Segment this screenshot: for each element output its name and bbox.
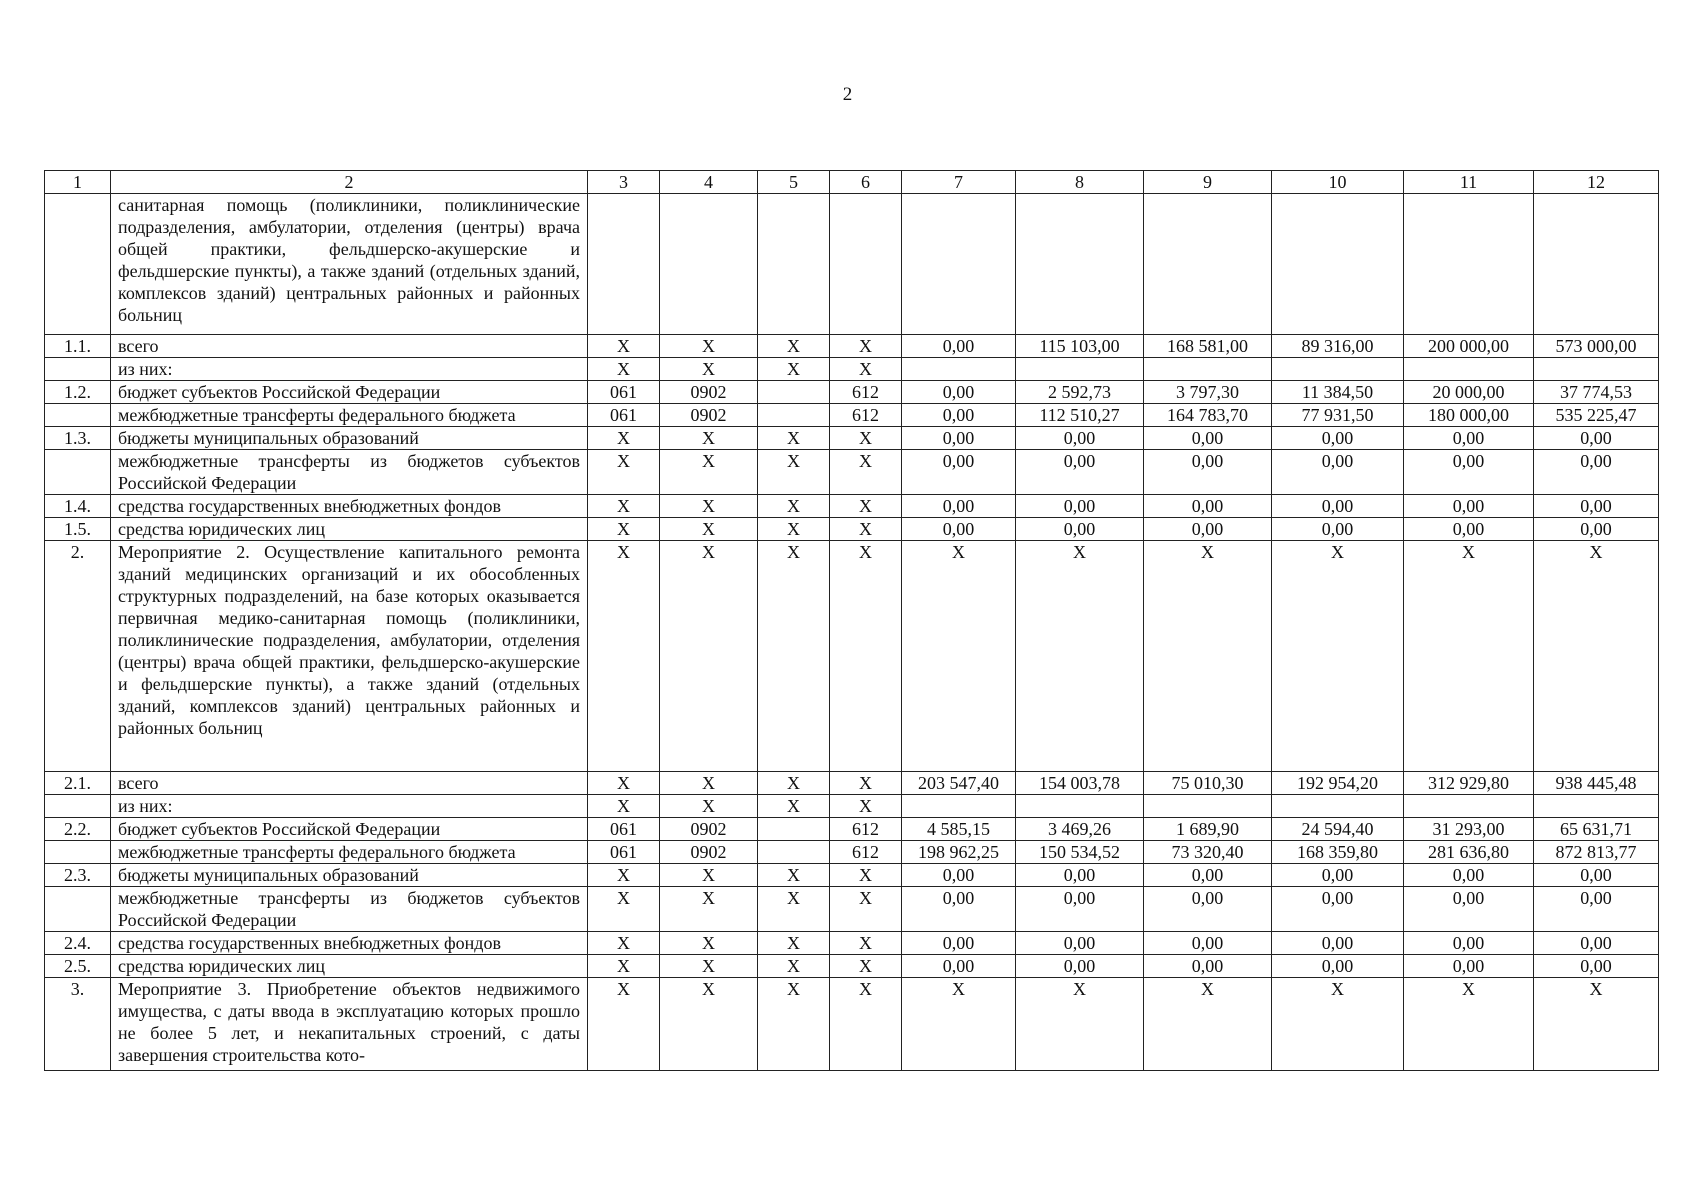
value-cell: 0,00 <box>1534 887 1659 932</box>
value-cell: Х <box>660 864 758 887</box>
value-cell: 0902 <box>660 381 758 404</box>
value-cell: Х <box>1272 541 1404 772</box>
value-cell: Х <box>758 795 830 818</box>
value-cell: Х <box>588 518 660 541</box>
value-cell <box>1534 795 1659 818</box>
value-cell: Х <box>830 955 902 978</box>
table-row <box>45 518 1659 541</box>
value-cell: Х <box>758 772 830 795</box>
value-cell <box>1016 795 1144 818</box>
value-cell: 37 774,53 <box>1534 381 1659 404</box>
value-cell: 061 <box>588 818 660 841</box>
table-row <box>45 795 1659 818</box>
value-cell: 0,00 <box>1016 955 1144 978</box>
description-cell: из них: <box>111 358 588 381</box>
value-cell: 0,00 <box>1534 518 1659 541</box>
value-cell: Х <box>830 450 902 495</box>
column-number: 9 <box>1144 171 1272 194</box>
value-cell: Х <box>660 887 758 932</box>
value-cell: Х <box>830 772 902 795</box>
value-cell: 1 689,90 <box>1144 818 1272 841</box>
value-cell: Х <box>758 932 830 955</box>
value-cell: Х <box>902 978 1016 1071</box>
value-cell <box>758 194 830 335</box>
table-row <box>45 194 1659 335</box>
value-cell: 612 <box>830 841 902 864</box>
row-number-cell: 2.5. <box>45 955 111 978</box>
value-cell: 75 010,30 <box>1144 772 1272 795</box>
table-row <box>45 358 1659 381</box>
value-cell: 24 594,40 <box>1272 818 1404 841</box>
value-cell: 0902 <box>660 818 758 841</box>
value-cell: 0,00 <box>1404 887 1534 932</box>
value-cell: 0,00 <box>902 932 1016 955</box>
value-cell: Х <box>588 427 660 450</box>
value-cell: Х <box>660 932 758 955</box>
value-cell: 3 469,26 <box>1016 818 1144 841</box>
value-cell <box>1144 358 1272 381</box>
value-cell: 0,00 <box>1016 932 1144 955</box>
value-cell <box>1534 358 1659 381</box>
table-row <box>45 978 1659 1071</box>
value-cell: 31 293,00 <box>1404 818 1534 841</box>
value-cell: Х <box>588 978 660 1071</box>
value-cell: Х <box>830 541 902 772</box>
value-cell: 0,00 <box>1404 932 1534 955</box>
value-cell: 0,00 <box>1144 887 1272 932</box>
value-cell <box>902 795 1016 818</box>
value-cell: 612 <box>830 818 902 841</box>
description-cell: бюджеты муниципальных образований <box>111 427 588 450</box>
value-cell: 0,00 <box>1404 450 1534 495</box>
value-cell: 164 783,70 <box>1144 404 1272 427</box>
row-number-cell <box>45 841 111 864</box>
value-cell: Х <box>588 772 660 795</box>
value-cell: 0,00 <box>902 518 1016 541</box>
table-row <box>45 887 1659 932</box>
row-number-cell: 1.5. <box>45 518 111 541</box>
value-cell: Х <box>758 450 830 495</box>
value-cell <box>830 194 902 335</box>
value-cell: Х <box>660 978 758 1071</box>
description-cell: бюджеты муниципальных образований <box>111 864 588 887</box>
value-cell: 112 510,27 <box>1016 404 1144 427</box>
value-cell <box>1144 795 1272 818</box>
value-cell: Х <box>830 795 902 818</box>
value-cell: Х <box>830 518 902 541</box>
value-cell: Х <box>1404 541 1534 772</box>
value-cell: Х <box>758 427 830 450</box>
value-cell: Х <box>660 955 758 978</box>
funding-table <box>44 170 1659 1071</box>
description-cell: средства юридических лиц <box>111 955 588 978</box>
value-cell: 0,00 <box>1016 518 1144 541</box>
row-number-cell: 2.2. <box>45 818 111 841</box>
value-cell: 0,00 <box>1272 427 1404 450</box>
value-cell: 938 445,48 <box>1534 772 1659 795</box>
value-cell: Х <box>830 335 902 358</box>
value-cell: Х <box>588 887 660 932</box>
value-cell <box>758 404 830 427</box>
value-cell: Х <box>830 978 902 1071</box>
description-cell: всего <box>111 772 588 795</box>
table-row <box>45 818 1659 841</box>
value-cell: 0,00 <box>1144 955 1272 978</box>
value-cell <box>758 381 830 404</box>
value-cell: 0,00 <box>1404 495 1534 518</box>
value-cell <box>660 194 758 335</box>
value-cell <box>1016 194 1144 335</box>
value-cell: Х <box>902 541 1016 772</box>
value-cell: Х <box>758 541 830 772</box>
value-cell: 0,00 <box>1016 864 1144 887</box>
value-cell: 0,00 <box>1272 495 1404 518</box>
column-number: 2 <box>111 171 588 194</box>
value-cell: Х <box>758 518 830 541</box>
value-cell <box>1272 358 1404 381</box>
row-number-cell: 1.1. <box>45 335 111 358</box>
value-cell: 0,00 <box>1404 864 1534 887</box>
description-cell: средства государственных внебюджетных фондов <box>111 932 588 955</box>
row-number-cell: 1.2. <box>45 381 111 404</box>
value-cell: Х <box>588 450 660 495</box>
description-cell: межбюджетные трансферты федерального бюджета <box>111 841 588 864</box>
value-cell: Х <box>758 955 830 978</box>
table-row <box>45 495 1659 518</box>
value-cell: Х <box>660 795 758 818</box>
description-cell: Мероприятие 2. Осуществление капитального ремонта зданий медицинских организаций и их обособленных структурных подразделений, на базе которых оказывается первичная медико-санитарная помощь (поликлиники, поликлинические подразделения, амбулатории, отделения (центры) врача общей практики, фельдшерско-акушерские и фельдшерские пункты), а также зданий (отдельных зданий, комплексов зданий) центральных районных и районных больниц <box>111 541 588 772</box>
value-cell: Х <box>758 978 830 1071</box>
value-cell <box>1404 194 1534 335</box>
value-cell: 0,00 <box>1534 427 1659 450</box>
row-number-cell: 2.4. <box>45 932 111 955</box>
value-cell: 0,00 <box>1016 887 1144 932</box>
description-cell: средства государственных внебюджетных фондов <box>111 495 588 518</box>
row-number-cell: 2.1. <box>45 772 111 795</box>
value-cell <box>1404 358 1534 381</box>
value-cell: 0,00 <box>1534 864 1659 887</box>
column-number: 8 <box>1016 171 1144 194</box>
value-cell: Х <box>1144 541 1272 772</box>
value-cell <box>1016 358 1144 381</box>
column-number: 12 <box>1534 171 1659 194</box>
value-cell: 0,00 <box>1534 932 1659 955</box>
value-cell: 0,00 <box>1272 887 1404 932</box>
value-cell: 0,00 <box>902 495 1016 518</box>
value-cell: 0,00 <box>1404 955 1534 978</box>
column-number: 6 <box>830 171 902 194</box>
value-cell: Х <box>1272 978 1404 1071</box>
value-cell: 061 <box>588 404 660 427</box>
column-number: 3 <box>588 171 660 194</box>
description-cell: всего <box>111 335 588 358</box>
value-cell: Х <box>758 335 830 358</box>
value-cell: Х <box>660 335 758 358</box>
description-cell: Мероприятие 3. Приобретение объектов недвижимого имущества, с даты ввода в эксплуатацию которых прошло не более 5 лет, и некапитальных строений, с даты завершения строительства кото- <box>111 978 588 1071</box>
row-number-cell <box>45 887 111 932</box>
value-cell: 573 000,00 <box>1534 335 1659 358</box>
table-row <box>45 404 1659 427</box>
value-cell: 198 962,25 <box>902 841 1016 864</box>
value-cell: 77 931,50 <box>1272 404 1404 427</box>
table-row <box>45 932 1659 955</box>
value-cell <box>1272 795 1404 818</box>
value-cell: 192 954,20 <box>1272 772 1404 795</box>
value-cell: 0,00 <box>1144 932 1272 955</box>
value-cell: Х <box>588 955 660 978</box>
value-cell: Х <box>588 795 660 818</box>
value-cell: Х <box>660 427 758 450</box>
value-cell <box>1144 194 1272 335</box>
value-cell <box>902 194 1016 335</box>
description-cell: бюджет субъектов Российской Федерации <box>111 381 588 404</box>
value-cell: 0902 <box>660 404 758 427</box>
value-cell: 0,00 <box>1144 495 1272 518</box>
table-row <box>45 450 1659 495</box>
row-number-cell: 1.3. <box>45 427 111 450</box>
value-cell: 20 000,00 <box>1404 381 1534 404</box>
value-cell: Х <box>1016 541 1144 772</box>
value-cell: Х <box>588 864 660 887</box>
row-number-cell: 3. <box>45 978 111 1071</box>
value-cell: Х <box>830 358 902 381</box>
description-cell: межбюджетные трансферты из бюджетов субъектов Российской Федерации <box>111 887 588 932</box>
description-cell: бюджет субъектов Российской Федерации <box>111 818 588 841</box>
page-number: 2 <box>842 84 853 105</box>
row-number-cell <box>45 194 111 335</box>
value-cell: 872 813,77 <box>1534 841 1659 864</box>
value-cell: 4 585,15 <box>902 818 1016 841</box>
row-number-cell: 1.4. <box>45 495 111 518</box>
value-cell: 0,00 <box>1272 864 1404 887</box>
value-cell: Х <box>1144 978 1272 1071</box>
table-row <box>45 772 1659 795</box>
value-cell: 154 003,78 <box>1016 772 1144 795</box>
value-cell: 0902 <box>660 841 758 864</box>
value-cell: 0,00 <box>902 381 1016 404</box>
table-row <box>45 841 1659 864</box>
description-cell: межбюджетные трансферты из бюджетов субъектов Российской Федерации <box>111 450 588 495</box>
value-cell: Х <box>830 495 902 518</box>
value-cell: 061 <box>588 381 660 404</box>
value-cell: 0,00 <box>1144 450 1272 495</box>
value-cell: 3 797,30 <box>1144 381 1272 404</box>
value-cell: 0,00 <box>1144 427 1272 450</box>
value-cell <box>902 358 1016 381</box>
value-cell: 0,00 <box>1144 518 1272 541</box>
value-cell: 0,00 <box>902 864 1016 887</box>
value-cell: 89 316,00 <box>1272 335 1404 358</box>
value-cell: 312 929,80 <box>1404 772 1534 795</box>
column-number-row <box>45 171 1659 194</box>
value-cell: 150 534,52 <box>1016 841 1144 864</box>
value-cell: Х <box>830 887 902 932</box>
table-row <box>45 864 1659 887</box>
value-cell: Х <box>1404 978 1534 1071</box>
value-cell: Х <box>588 541 660 772</box>
value-cell: 0,00 <box>1144 864 1272 887</box>
value-cell: 115 103,00 <box>1016 335 1144 358</box>
row-number-cell <box>45 404 111 427</box>
value-cell: 612 <box>830 404 902 427</box>
value-cell: Х <box>588 335 660 358</box>
value-cell: Х <box>830 932 902 955</box>
table-row <box>45 427 1659 450</box>
value-cell: 0,00 <box>902 404 1016 427</box>
table-row <box>45 335 1659 358</box>
value-cell: Х <box>588 495 660 518</box>
description-cell: средства юридических лиц <box>111 518 588 541</box>
column-number: 1 <box>45 171 111 194</box>
value-cell: Х <box>758 358 830 381</box>
value-cell: Х <box>1534 978 1659 1071</box>
value-cell: Х <box>588 932 660 955</box>
description-cell: из них: <box>111 795 588 818</box>
column-number: 5 <box>758 171 830 194</box>
value-cell: 168 359,80 <box>1272 841 1404 864</box>
column-number: 11 <box>1404 171 1534 194</box>
value-cell: 0,00 <box>902 427 1016 450</box>
value-cell: 0,00 <box>1272 955 1404 978</box>
column-number: 7 <box>902 171 1016 194</box>
value-cell: 0,00 <box>902 450 1016 495</box>
value-cell <box>1272 194 1404 335</box>
value-cell: Х <box>660 518 758 541</box>
value-cell: 0,00 <box>1534 955 1659 978</box>
description-cell: санитарная помощь (поликлиники, поликлинические подразделения, амбулатории, отделения (центры) врача общей практики, фельдшерско-акушерские и фельдшерские пункты), а также зданий (отдельных зданий, комплексов зданий) центральных районных и районных больниц <box>111 194 588 335</box>
value-cell: 0,00 <box>1534 450 1659 495</box>
value-cell: 73 320,40 <box>1144 841 1272 864</box>
value-cell: Х <box>1016 978 1144 1071</box>
value-cell <box>588 194 660 335</box>
value-cell: 061 <box>588 841 660 864</box>
value-cell <box>1404 795 1534 818</box>
value-cell: 2 592,73 <box>1016 381 1144 404</box>
value-cell: 200 000,00 <box>1404 335 1534 358</box>
value-cell: 0,00 <box>1272 450 1404 495</box>
value-cell: 535 225,47 <box>1534 404 1659 427</box>
value-cell: Х <box>588 358 660 381</box>
row-number-cell: 2.3. <box>45 864 111 887</box>
value-cell: Х <box>660 450 758 495</box>
value-cell: 0,00 <box>902 335 1016 358</box>
row-number-cell <box>45 795 111 818</box>
row-number-cell: 2. <box>45 541 111 772</box>
value-cell: 0,00 <box>1272 932 1404 955</box>
value-cell <box>1534 194 1659 335</box>
value-cell: 180 000,00 <box>1404 404 1534 427</box>
value-cell <box>758 841 830 864</box>
value-cell <box>758 818 830 841</box>
value-cell: 0,00 <box>1404 427 1534 450</box>
value-cell: 0,00 <box>1016 450 1144 495</box>
value-cell: 0,00 <box>1404 518 1534 541</box>
description-cell: межбюджетные трансферты федерального бюджета <box>111 404 588 427</box>
column-number: 10 <box>1272 171 1404 194</box>
value-cell: Х <box>830 427 902 450</box>
value-cell: 65 631,71 <box>1534 818 1659 841</box>
value-cell: Х <box>1534 541 1659 772</box>
value-cell: 0,00 <box>1016 495 1144 518</box>
value-cell: Х <box>758 864 830 887</box>
value-cell: Х <box>660 358 758 381</box>
value-cell: Х <box>660 541 758 772</box>
value-cell: 0,00 <box>1016 427 1144 450</box>
value-cell: 168 581,00 <box>1144 335 1272 358</box>
value-cell: 281 636,80 <box>1404 841 1534 864</box>
row-number-cell <box>45 358 111 381</box>
row-number-cell <box>45 450 111 495</box>
column-number: 4 <box>660 171 758 194</box>
value-cell: 0,00 <box>1272 518 1404 541</box>
table-row <box>45 541 1659 772</box>
table-row <box>45 955 1659 978</box>
value-cell: 203 547,40 <box>902 772 1016 795</box>
value-cell: 0,00 <box>1534 495 1659 518</box>
value-cell: 612 <box>830 381 902 404</box>
value-cell: Х <box>660 495 758 518</box>
value-cell: Х <box>660 772 758 795</box>
value-cell: 0,00 <box>902 887 1016 932</box>
value-cell: 0,00 <box>902 955 1016 978</box>
value-cell: Х <box>830 864 902 887</box>
value-cell: Х <box>758 887 830 932</box>
value-cell: Х <box>758 495 830 518</box>
value-cell: 11 384,50 <box>1272 381 1404 404</box>
table-row <box>45 381 1659 404</box>
